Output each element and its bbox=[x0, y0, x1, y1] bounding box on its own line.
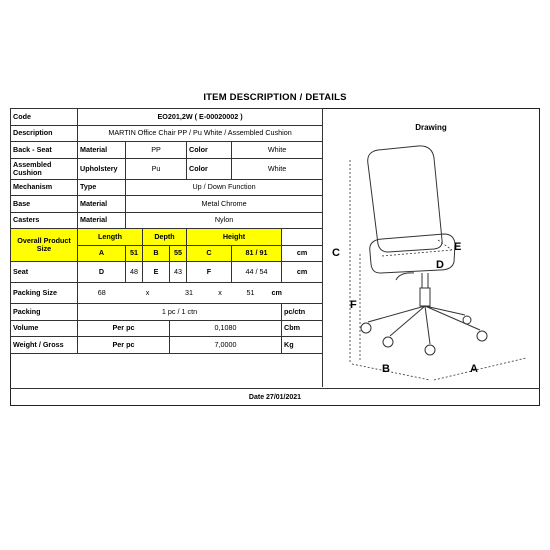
seat-unit: cm bbox=[282, 262, 323, 283]
back-seat-material: PP bbox=[126, 142, 187, 159]
volume-per: Per pc bbox=[78, 320, 170, 337]
height-header: Height bbox=[187, 229, 282, 246]
description-value: MARTIN Office Chair PP / Pu White / Assembled Cushion bbox=[78, 125, 323, 142]
drawing-label-c: C bbox=[332, 247, 340, 259]
packing-unit: pc/ctn bbox=[282, 304, 323, 321]
packing-size-label: Packing Size bbox=[11, 283, 78, 304]
dim-line-e bbox=[438, 240, 452, 250]
packing-height: 51 bbox=[232, 283, 270, 304]
casters-material-label: Material bbox=[78, 212, 126, 229]
base-label: Base bbox=[11, 196, 78, 213]
dim-a-value: 51 bbox=[126, 245, 143, 262]
dim-line-d bbox=[382, 250, 452, 256]
cushion-color: White bbox=[232, 158, 323, 179]
back-seat-label: Back - Seat bbox=[11, 142, 78, 159]
length-header: Length bbox=[78, 229, 143, 246]
drawing-label-b: B bbox=[382, 363, 390, 375]
dim-b-value: 55 bbox=[170, 245, 187, 262]
dimension-header-blank bbox=[282, 229, 323, 246]
row-description bbox=[11, 125, 323, 142]
volume-value: 0,1080 bbox=[170, 320, 282, 337]
row-cushion bbox=[11, 158, 323, 179]
volume-label: Volume bbox=[11, 320, 78, 337]
packing-size-unit: cm bbox=[270, 283, 323, 304]
base-material-label: Material bbox=[78, 196, 126, 213]
chair-gas-lift bbox=[420, 288, 430, 306]
row-weight bbox=[11, 337, 323, 354]
row-base bbox=[11, 196, 323, 213]
packing-x2: x bbox=[209, 283, 232, 304]
back-seat-material-label: Material bbox=[78, 142, 126, 159]
row-dimension-headers bbox=[11, 229, 323, 246]
packing-x1: x bbox=[126, 283, 170, 304]
cushion-label: Assembled Cushion bbox=[11, 158, 78, 179]
row-mechanism bbox=[11, 179, 323, 196]
row-code bbox=[11, 109, 323, 126]
depth-header: Depth bbox=[143, 229, 187, 246]
mechanism-type-label: Type bbox=[78, 179, 126, 196]
mechanism-value: Up / Down Function bbox=[126, 179, 323, 196]
chair-caster-5 bbox=[463, 316, 471, 324]
dim-c-label: C bbox=[187, 245, 232, 262]
chair-caster-2 bbox=[383, 337, 393, 347]
volume-unit: Cbm bbox=[282, 320, 323, 337]
description-label: Description bbox=[11, 125, 78, 142]
base-value: Metal Chrome bbox=[126, 196, 323, 213]
dim-c-value: 81 / 91 bbox=[232, 245, 282, 262]
seat-d-value: 48 bbox=[126, 262, 143, 283]
chair-caster-1 bbox=[361, 323, 371, 333]
seat-f-value: 44 / 54 bbox=[232, 262, 282, 283]
seat-f-label: F bbox=[187, 262, 232, 283]
back-seat-color: White bbox=[232, 142, 323, 159]
chair-caster-3 bbox=[425, 345, 435, 355]
chair-caster-4 bbox=[477, 331, 487, 341]
spec-table bbox=[10, 108, 323, 354]
page-title: ITEM DESCRIPTION / DETAILS bbox=[203, 92, 347, 103]
casters-value: Nylon bbox=[126, 212, 323, 229]
cushion-upholstery-label: Upholstery bbox=[78, 158, 126, 179]
overall-size-label: Overall Product Size bbox=[11, 229, 78, 262]
code-label: Code bbox=[11, 109, 78, 126]
date-footer: Date 27/01/2021 bbox=[10, 388, 540, 406]
weight-value: 7,0000 bbox=[170, 337, 282, 354]
drawing-label-e: E bbox=[454, 241, 462, 253]
weight-per: Per pc bbox=[78, 337, 170, 354]
packing-length: 68 bbox=[78, 283, 126, 304]
packing-label: Packing bbox=[11, 304, 78, 321]
packing-width: 31 bbox=[170, 283, 209, 304]
seat-e-value: 43 bbox=[170, 262, 187, 283]
code-value: EO201,2W ( E-00020002 ) bbox=[78, 109, 323, 126]
drawing-label-d: D bbox=[436, 259, 444, 271]
dim-line-b bbox=[352, 364, 430, 380]
row-packing-size bbox=[11, 283, 323, 304]
row-seat bbox=[11, 262, 323, 283]
packing-value: 1 pc / 1 ctn bbox=[78, 304, 282, 321]
chair-dimension-drawing bbox=[330, 140, 535, 385]
weight-label: Weight / Gross bbox=[11, 337, 78, 354]
dim-b-label: B bbox=[143, 245, 170, 262]
casters-label: Casters bbox=[11, 212, 78, 229]
dim-unit: cm bbox=[282, 245, 323, 262]
row-volume bbox=[11, 320, 323, 337]
drawing-label-a: A bbox=[470, 363, 478, 375]
chair-mechanism bbox=[422, 273, 428, 288]
dim-a-label: A bbox=[78, 245, 126, 262]
cushion-upholstery: Pu bbox=[126, 158, 187, 179]
seat-d-label: D bbox=[78, 262, 126, 283]
row-back-seat bbox=[11, 142, 323, 159]
weight-unit: Kg bbox=[282, 337, 323, 354]
seat-label: Seat bbox=[11, 262, 78, 283]
row-casters bbox=[11, 212, 323, 229]
back-seat-color-label: Color bbox=[187, 142, 232, 159]
dim-line-a bbox=[434, 358, 526, 380]
seat-e-label: E bbox=[143, 262, 170, 283]
chair-backrest bbox=[368, 146, 442, 252]
drawing-title: Drawing bbox=[415, 123, 447, 132]
cushion-color-label: Color bbox=[187, 158, 232, 179]
mechanism-label: Mechanism bbox=[11, 179, 78, 196]
drawing-label-f: F bbox=[350, 299, 357, 311]
row-packing bbox=[11, 304, 323, 321]
chair-lever bbox=[396, 273, 414, 280]
